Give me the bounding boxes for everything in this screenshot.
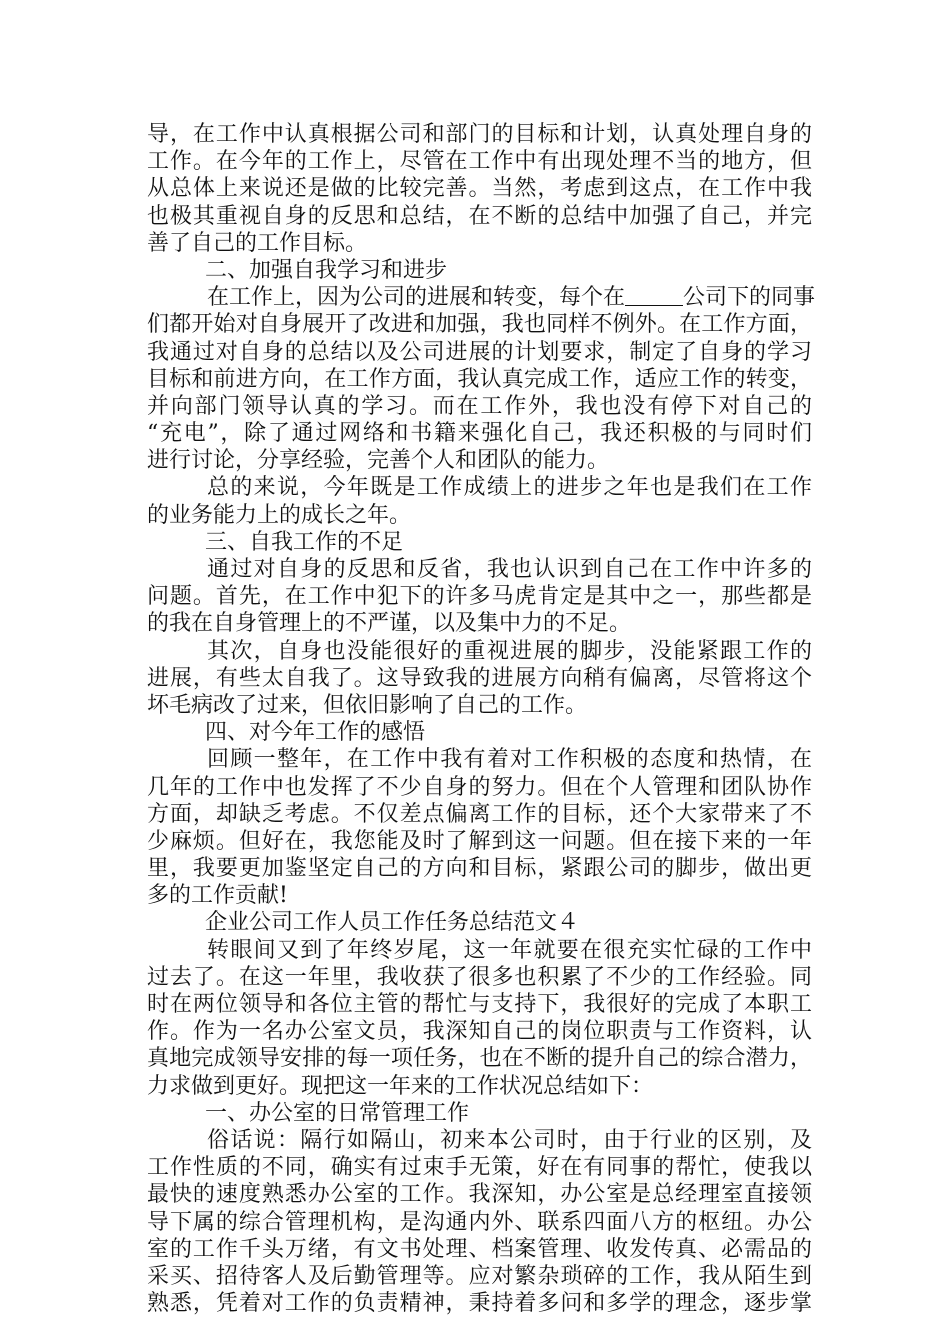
body-line: 少麻烦。但好在，我您能及时了解到这一问题。但在接下来的一年 bbox=[147, 828, 812, 854]
body-line: 过去了。在这一年里，我收获了很多也积累了不少的工作经验。同 bbox=[147, 964, 812, 990]
body-line: 的我在自身管理上的不严谨，以及集中力的不足。 bbox=[147, 611, 632, 637]
body-line: 俗话说：隔行如隔山，初来本公司时，由于行业的区别，及 bbox=[207, 1127, 812, 1153]
body-line: 熟悉，凭着对工作的负责精神，秉持着多问和多学的理念，逐步掌 bbox=[147, 1291, 812, 1317]
body-line: 导下属的综合管理机构，是沟通内外、联系四面八方的枢纽。办公 bbox=[147, 1209, 812, 1235]
body-line: 善了自己的工作目标。 bbox=[147, 230, 368, 256]
body-line: 工作。在今年的工作上，尽管在工作中有出现处理不当的地方，但 bbox=[147, 149, 812, 175]
section-heading: 四、对今年工作的感悟 bbox=[205, 720, 426, 746]
body-line: 们都开始对自身展开了改进和加强，我也同样不例外。在工作方面， bbox=[147, 312, 812, 338]
body-line: 回顾一整年，在工作中我有着对工作积极的态度和热情，在 bbox=[207, 747, 812, 773]
section-heading: 一、办公室的日常管理工作 bbox=[205, 1100, 470, 1126]
document-subtitle: 企业公司工作人员工作任务总结范文４ bbox=[205, 910, 580, 936]
body-line: 目标和前进方向，在工作方面，我认真完成工作，适应工作的转变， bbox=[147, 366, 812, 392]
section-heading: 三、自我工作的不足 bbox=[205, 529, 404, 555]
body-line: 采买、招待客人及后勤管理等。应对繁杂琐碎的工作，我从陌生到 bbox=[147, 1263, 812, 1289]
section-heading: 二、加强自我学习和进步 bbox=[205, 257, 448, 283]
body-line: 的业务能力上的成长之年。 bbox=[147, 502, 412, 528]
body-line: 最快的速度熟悉办公室的工作。我深知，办公室是总经理室直接领 bbox=[147, 1182, 812, 1208]
body-line: 导，在工作中认真根据公司和部门的目标和计划，认真处理自身的 bbox=[147, 122, 812, 147]
body-line: 从总体上来说还是做的比较完善。当然，考虑到这点，在工作中我 bbox=[147, 176, 812, 202]
body-line: 时在两位领导和各位主管的帮忙与支持下，我很好的完成了本职工 bbox=[147, 992, 812, 1017]
body-line: 其次，自身也没能很好的重视进展的脚步，没能紧跟工作的 bbox=[207, 638, 812, 664]
body-line: 通过对自身的反思和反省，我也认识到自己在工作中许多的 bbox=[207, 557, 812, 582]
body-line bbox=[147, 284, 816, 311]
fill-in-blank bbox=[625, 285, 683, 306]
body-line: 总的来说，今年既是工作成绩上的进步之年也是我们在工作 bbox=[207, 475, 812, 501]
body-line: “充电”，除了通过网络和书籍来强化自己，我还积极的与同时们 bbox=[147, 421, 812, 447]
body-text: 在工作上，因为公司的进展和转变，每个在 bbox=[207, 285, 626, 311]
body-line: 转眼间又到了年终岁尾，这一年就要在很充实忙碌的工作中 bbox=[207, 937, 812, 963]
body-line: 坏毛病改了过来，但依旧影响了自己的工作。 bbox=[147, 692, 588, 718]
body-line: 并向部门领导认真的学习。而在工作外，我也没有停下对自己的 bbox=[147, 393, 812, 419]
body-line: 室的工作千头万绪，有文书处理、档案管理、收发传真、必需品的 bbox=[147, 1236, 812, 1262]
body-line: 作。作为一名办公室文员，我深知自己的岗位职责与工作资料，认 bbox=[147, 1019, 812, 1045]
body-line: 真地完成领导安排的每一项任务，也在不断的提升自己的综合潜力， bbox=[147, 1046, 812, 1072]
body-line: 工作性质的不同，确实有过束手无策，好在有同事的帮忙，使我以 bbox=[147, 1155, 812, 1181]
body-line: 问题。首先，在工作中犯下的许多马虎肯定是其中之一，那些都是 bbox=[147, 584, 812, 610]
body-line: 里，我要更加鉴坚定自己的方向和目标，紧跟公司的脚步，做出更 bbox=[147, 856, 812, 882]
body-line: 进展，有些太自我了。这导致我的进展方向稍有偏离，尽管将这个 bbox=[147, 665, 812, 691]
body-line: 多的工作贡献! bbox=[147, 883, 288, 909]
body-line: 力求做到更好。现把这一年来的工作状况总结如下： bbox=[147, 1073, 654, 1099]
body-line: 也极其重视自身的反思和总结，在不断的总结中加强了自己，并完 bbox=[147, 203, 812, 229]
body-line: 进行讨论，分享经验，完善个人和团队的能力。 bbox=[147, 448, 610, 474]
body-line: 方面，却缺乏考虑。不仅差点偏离工作的目标，还个大家带来了不 bbox=[147, 801, 812, 827]
body-line: 几年的工作中也发挥了不少自身的努力。但在个人管理和团队协作 bbox=[147, 774, 812, 800]
body-text: 公司下的同事 bbox=[683, 285, 816, 311]
body-line: 我通过对自身的总结以及公司进展的计划要求，制定了自身的学习 bbox=[147, 339, 812, 365]
document-body bbox=[147, 121, 816, 1317]
